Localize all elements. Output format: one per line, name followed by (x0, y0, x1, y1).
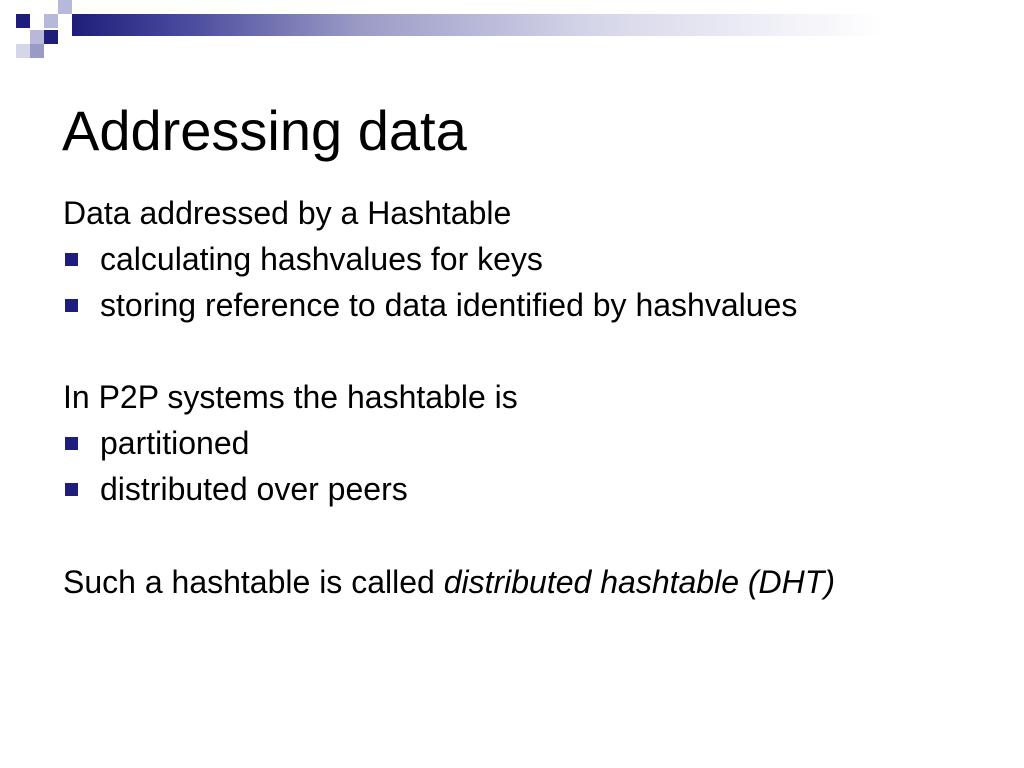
decorative-square (16, 44, 30, 58)
decorative-square (30, 30, 44, 44)
spacer (63, 332, 963, 374)
bullet-list (63, 424, 963, 508)
spacer (63, 516, 963, 558)
section-intro: In P2P systems the hashtable is (63, 379, 518, 415)
section-intro: Data addressed by a Hashtable (63, 195, 512, 231)
bullet-text: storing reference to data identified by hashvalues (100, 287, 798, 323)
decorative-square (30, 44, 44, 58)
decorative-square (16, 14, 30, 28)
square-bullet-icon (65, 483, 78, 496)
square-bullet-icon (65, 299, 78, 312)
bullet-text: calculating hashvalues for keys (100, 241, 543, 277)
slide-header-decoration (0, 0, 1024, 70)
bullet-item (63, 240, 963, 278)
square-bullet-icon (65, 253, 78, 266)
slide-body (63, 190, 963, 606)
conclusion-prefix: Such a hashtable is called (63, 564, 444, 600)
bullet-text: distributed over peers (100, 471, 408, 507)
bullet-item (63, 286, 800, 324)
gradient-header-bar (72, 14, 1024, 36)
decorative-square (44, 14, 58, 28)
bullet-text: partitioned (100, 425, 250, 461)
square-bullet-icon (65, 437, 78, 450)
conclusion-text (63, 558, 913, 606)
decorative-square (44, 30, 58, 44)
decorative-square (58, 0, 72, 14)
bullet-item (63, 470, 963, 508)
dht-term: distributed hashtable (DHT) (443, 564, 835, 600)
bullet-item (63, 424, 963, 462)
slide-title: Addressing data (62, 99, 467, 162)
bullet-list (63, 240, 963, 324)
